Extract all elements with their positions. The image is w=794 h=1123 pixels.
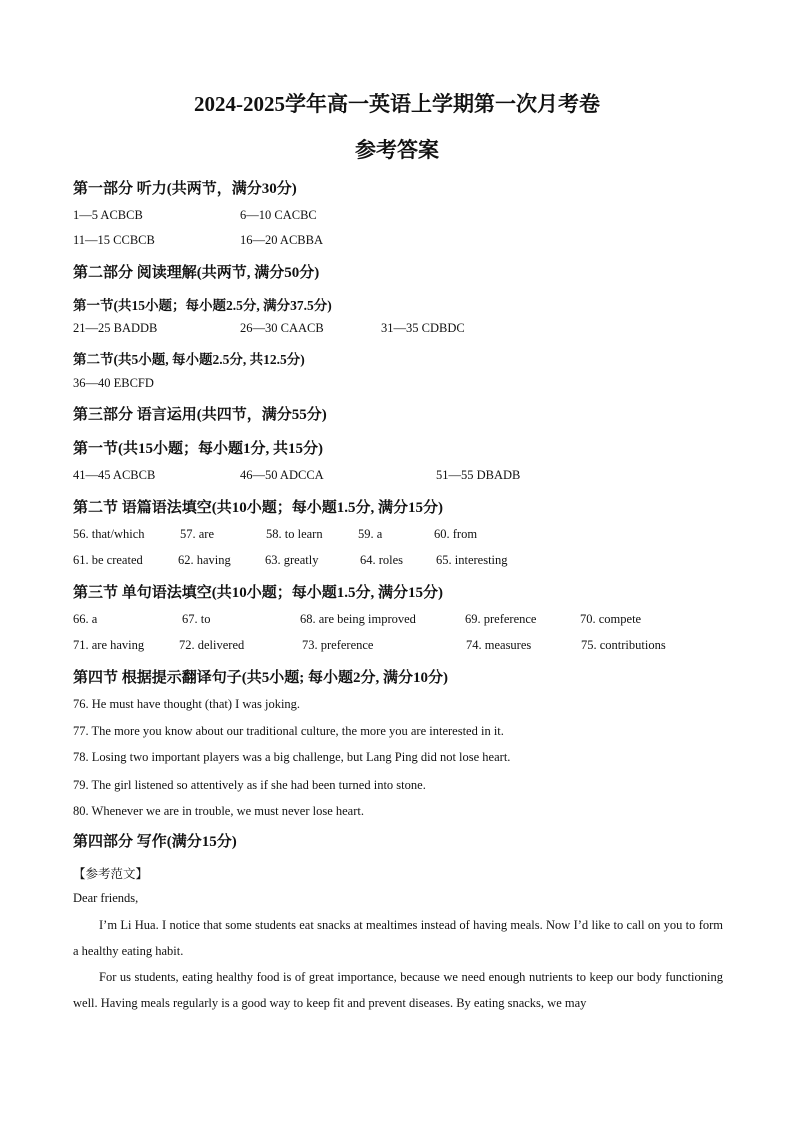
part3-section2-heading: 第二节 语篇语法填空(共10小题；每小题1.5分, 满分15分) <box>73 500 443 516</box>
answer-item: 62. having <box>178 553 231 567</box>
answer-group: 16—20 ACBBA <box>240 233 324 247</box>
answer-row <box>0 376 794 396</box>
answer-group: 11—15 CCBCB <box>73 233 155 247</box>
answer-item: 61. be created <box>73 553 143 567</box>
answer-item: 72. delivered <box>179 638 245 652</box>
part2-section2-heading: 第二节(共5小题, 每小题2.5分, 共12.5分) <box>73 352 305 367</box>
answer-item: 65. interesting <box>436 553 508 567</box>
answer-row <box>0 638 794 658</box>
answer-row <box>0 208 794 228</box>
answer-group: 36—40 EBCFD <box>73 376 154 390</box>
essay-paragraph: For us students, eating healthy food is of great importance, because we need enough nutrients to keep our body functioning well. Having meals regularly is a good way to keep fit and prevent diseases. By eating snacks, we may <box>73 970 723 1010</box>
answer-item: 69. preference <box>465 612 537 626</box>
part3-section4-heading: 第四节 根据提示翻译句子(共5小题; 每小题2分, 满分10分) <box>73 670 448 686</box>
sample-essay-label: 【参考范文】 <box>73 867 149 881</box>
part1-heading: 第一部分 听力(共两节，满分30分) <box>73 181 297 197</box>
part4-heading: 第四部分 写作(满分15分) <box>73 834 237 850</box>
answer-group: 26—30 CAACB <box>240 321 324 335</box>
answer-group: 41—45 ACBCB <box>73 468 156 482</box>
answer-group: 6—10 CACBC <box>240 208 317 222</box>
answer-group: 46—50 ADCCA <box>240 468 324 482</box>
answer-item: 57. are <box>180 527 215 541</box>
answer-item: 70. compete <box>580 612 642 626</box>
answer-row <box>0 553 794 573</box>
answer-item: 60. from <box>434 527 478 541</box>
part2-section1-heading: 第一节(共15小题；每小题2.5分, 满分37.5分) <box>73 298 332 313</box>
part3-section3-heading: 第三节 单句语法填空(共10小题；每小题1.5分, 满分15分) <box>73 585 443 601</box>
answer-group: 51—55 DBADB <box>436 468 521 482</box>
answer-row <box>0 233 794 253</box>
answer-row <box>0 612 794 632</box>
answer-group: 1—5 ACBCB <box>73 208 143 222</box>
answer-item: 71. are having <box>73 638 145 652</box>
translation-answer: 76. He must have thought (that) I was joking. <box>73 697 301 711</box>
answer-group: 31—35 CDBDC <box>381 321 465 335</box>
part3-heading: 第三部分 语言运用(共四节，满分55分) <box>73 407 327 423</box>
translation-answer: 77. The more you know about our traditional culture, the more you are interested in it. <box>73 724 504 738</box>
answer-item: 64. roles <box>360 553 404 567</box>
answer-item: 59. a <box>358 527 383 541</box>
answer-item: 68. are being improved <box>300 612 416 626</box>
essay-body <box>73 912 723 1016</box>
answer-item: 75. contributions <box>581 638 666 652</box>
translation-answer: 80. Whenever we are in trouble, we must never lose heart. <box>73 804 364 818</box>
document-title: 2024-2025学年高一英语上学期第一次月考卷 <box>194 92 600 116</box>
answer-item: 67. to <box>182 612 211 626</box>
answer-item: 56. that/which <box>73 527 145 541</box>
answer-item: 58. to learn <box>266 527 323 541</box>
answer-row <box>0 527 794 547</box>
answer-row <box>0 468 794 488</box>
answer-item: 66. a <box>73 612 98 626</box>
document-subtitle: 参考答案 <box>355 138 439 162</box>
answer-item: 73. preference <box>302 638 374 652</box>
part2-heading: 第二部分 阅读理解(共两节, 满分50分) <box>73 265 320 281</box>
answer-row <box>0 321 794 341</box>
translation-answer: 78. Losing two important players was a big challenge, but Lang Ping did not lose heart. <box>73 750 511 764</box>
answer-item: 63. greatly <box>265 553 319 567</box>
essay-greeting: Dear friends, <box>73 891 139 905</box>
answer-group: 21—25 BADDB <box>73 321 158 335</box>
essay-paragraph: I’m Li Hua. I notice that some students eat snacks at mealtimes instead of having meals. Now I’d like to call on you to form a healthy eating habit. <box>73 918 723 958</box>
answer-item: 74. measures <box>466 638 532 652</box>
translation-answer: 79. The girl listened so attentively as if she had been turned into stone. <box>73 778 426 792</box>
part3-section1-heading: 第一节(共15小题；每小题1分, 共15分) <box>73 441 323 457</box>
